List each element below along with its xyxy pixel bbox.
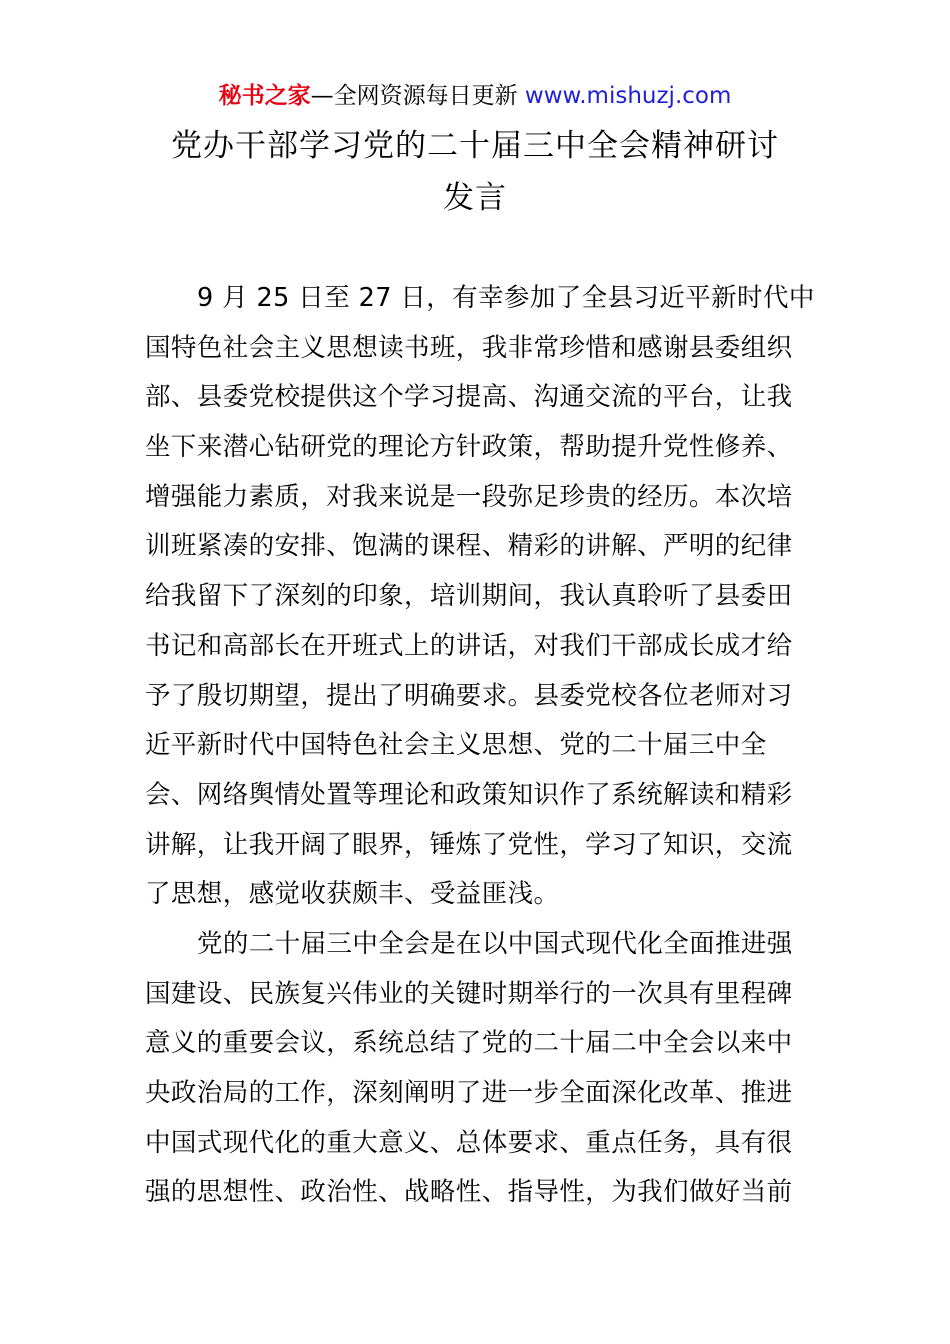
body-line: 部、县委党校提供这个学习提高、沟通交流的平台，让我 (145, 382, 793, 413)
site-header (0, 80, 950, 112)
body-line: 党的二十届三中全会是在以中国式现代化全面推进强 (197, 928, 793, 959)
body-line: 意义的重要会议，系统总结了党的二十届二中全会以来中 (145, 1028, 793, 1059)
body-line: 近平新时代中国特色社会主义思想、党的二十届三中全 (145, 730, 767, 761)
body-line: 增强能力素质，对我来说是一段弥足珍贵的经历。本次培 (145, 481, 793, 512)
brand-name: 秘书之家 (218, 83, 311, 109)
document-title-line-1: 党办干部学习党的二十届三中全会精神研讨 (171, 128, 779, 164)
body-line: 强的思想性、政治性、战略性、指导性，为我们做好当前 (145, 1177, 793, 1208)
body-line: 了思想，感觉收获颇丰、受益匪浅。 (145, 879, 560, 910)
body-line: 讲解，让我开阔了眼界，锤炼了党性，学习了知识，交流 (145, 829, 793, 860)
body-line: 央政治局的工作，深刻阐明了进一步全面深化改革、推进 (145, 1078, 793, 1108)
site-url-link[interactable]: www.mishuzj.com (524, 83, 732, 109)
document-title-line-2: 发言 (443, 180, 507, 216)
body-line: 国特色社会主义思想读书班，我非常珍惜和感谢县委组织 (145, 332, 793, 363)
body-line: 予了殷切期望，提出了明确要求。县委党校各位老师对习 (145, 680, 793, 711)
body-line: 9 月 25 日至 27 日，有幸参加了全县习近平新时代中 (197, 283, 815, 313)
body-line: 书记和高部长在开班式上的讲话，对我们干部成长成才给 (145, 630, 793, 661)
body-line: 中国式现代化的重大意义、总体要求、重点任务，具有很 (145, 1127, 793, 1158)
header-tagline: —全网资源每日更新 (310, 83, 518, 109)
body-line: 会、网络舆情处置等理论和政策知识作了系统解读和精彩 (145, 779, 793, 810)
body-line: 训班紧凑的安排、饱满的课程、精彩的讲解、严明的纪律 (145, 531, 793, 562)
document-body (145, 278, 815, 1222)
body-line: 国建设、民族复兴伟业的关键时期举行的一次具有里程碑 (145, 978, 793, 1009)
body-line: 坐下来潜心钻研党的理论方针政策，帮助提升党性修养、 (145, 432, 793, 463)
body-line: 给我留下了深刻的印象，培训期间，我认真聆听了县委田 (145, 581, 793, 612)
